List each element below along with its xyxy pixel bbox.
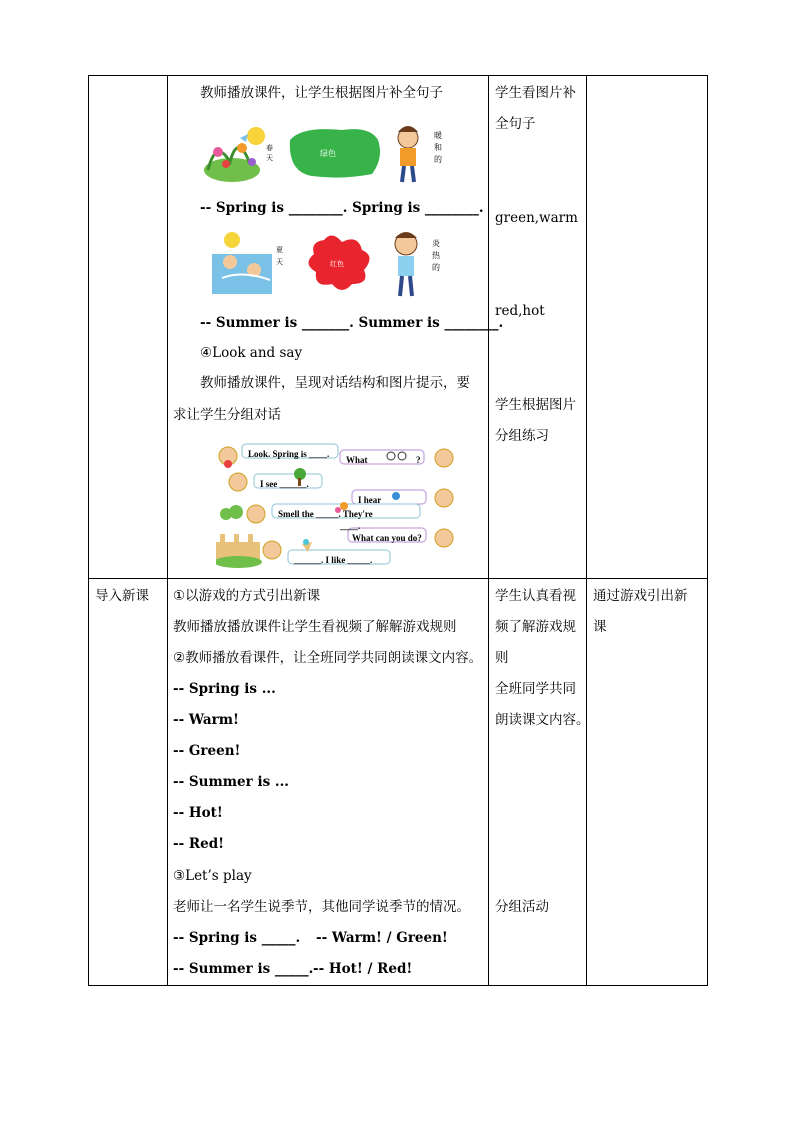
row2-student-cell [489,579,590,986]
step-3-text: 老师让一名学生说季节，其他同学说季节的情况。 [173,899,470,915]
spring-label-1: 春 [266,144,273,152]
summer-label-2: 天 [276,258,283,266]
summer-image [212,232,272,294]
table-row [89,579,708,986]
row1-student-cell [489,76,587,579]
summer-label-1: 夏 [276,246,283,254]
dialog-line-5: -- Hot! [173,805,223,821]
answer-green-warm: green,warm [495,210,578,226]
bubble-look-spring: Look. Spring is ____. [248,449,330,459]
hot-boy-image [395,232,417,296]
student-line-1: 学生认真看视 [495,588,576,604]
bubble-what: What [346,455,368,465]
look-and-say-heading: ④Look and say [200,345,303,361]
student-line-3: 则 [495,650,509,666]
red-label: 红色 [330,260,344,268]
spring-label-2: 天 [266,154,273,162]
warm-label-2: 和 [434,143,442,152]
student-activity-2-line2: 分组练习 [495,428,549,444]
bubble-smell-blank: ____. [340,521,361,531]
sentence-spring: -- Spring is ________. Spring is ________. [200,200,484,216]
row1-activity-cell [168,76,504,579]
spring-image [204,127,265,182]
student-line-6: 分组活动 [495,899,549,915]
dialog-line-1: -- Spring is ... [173,681,276,697]
bubble-what-can-you-do: What can you do? [352,533,422,543]
bubble-smell: Smell the _____. They're [278,509,373,519]
student-activity-1-line2: 全句子 [495,116,536,132]
play-line-1b: -- Warm! / Green! [316,930,448,946]
warm-label-1: 暖 [434,131,442,140]
hot-label-2: 热 [432,251,440,260]
sentence-summer: -- Summer is _______. Summer is ________. [200,315,504,331]
warm-label-3: 的 [434,155,442,164]
student-activity-2-line1: 学生根据图片 [495,397,576,413]
spring-pictures [202,118,452,184]
step-2-text: ②教师播放看课件，让全班同学共同朗读课文内容。 [173,650,483,666]
student-activity-1-line1: 学生看图片补 [495,85,576,101]
play-line-2b: -- Hot! / Red! [313,961,413,977]
step-3-heading: ③Let’s play [173,868,252,884]
table-row [89,76,708,579]
warm-boy-image [398,126,418,182]
dialog-line-2: -- Warm! [173,712,239,728]
bubble-i-see: I see ______. [260,479,309,489]
hot-label-1: 炎 [432,239,440,248]
bubble-what-q: ? [416,455,421,465]
stage-title: 导入新课 [95,588,149,604]
play-line-2a: -- Summer is _____. [173,961,314,977]
dialog-line-4: -- Summer is ... [173,774,289,790]
answer-red-hot: red,hot [495,303,545,319]
bubble-i-hear: I hear [358,495,382,505]
student-line-2: 频了解游戏规 [495,619,576,635]
row2-stage-cell [89,579,168,986]
intro-text: 教师播放课件，让学生根据图片补全句子 [200,85,443,101]
bubble-i-like: ______. I like _____. [294,555,373,565]
dialog-figure [216,438,466,570]
row1-purpose-cell [587,76,708,579]
hot-label-3: 的 [432,263,440,272]
step-1-heading: ①以游戏的方式引出新课 [173,588,321,604]
student-line-4: 全班同学共同 [495,681,576,697]
play-line-1a: -- Spring is _____. [173,930,301,946]
row1-stage-cell [89,76,168,579]
student-line-5: 朗读课文内容。 [495,712,590,728]
instruction-line-1: 教师播放课件，呈现对话结构和图片提示，要 [200,375,470,391]
lesson-table [88,75,708,986]
row2-purpose-cell [587,579,708,986]
step-1-text: 教师播放播放课件让学生看视频了解解游戏规则 [173,619,457,635]
green-label: 绿色 [320,149,336,158]
instruction-line-2: 求让学生分组对话 [173,407,281,423]
dialog-line-3: -- Green! [173,743,241,759]
dialog-line-6: -- Red! [173,836,225,852]
purpose-line-1: 通过游戏引出新 [593,588,688,604]
summer-pictures [212,226,462,300]
row2-activity-cell [168,579,489,986]
purpose-line-2: 课 [593,619,607,635]
